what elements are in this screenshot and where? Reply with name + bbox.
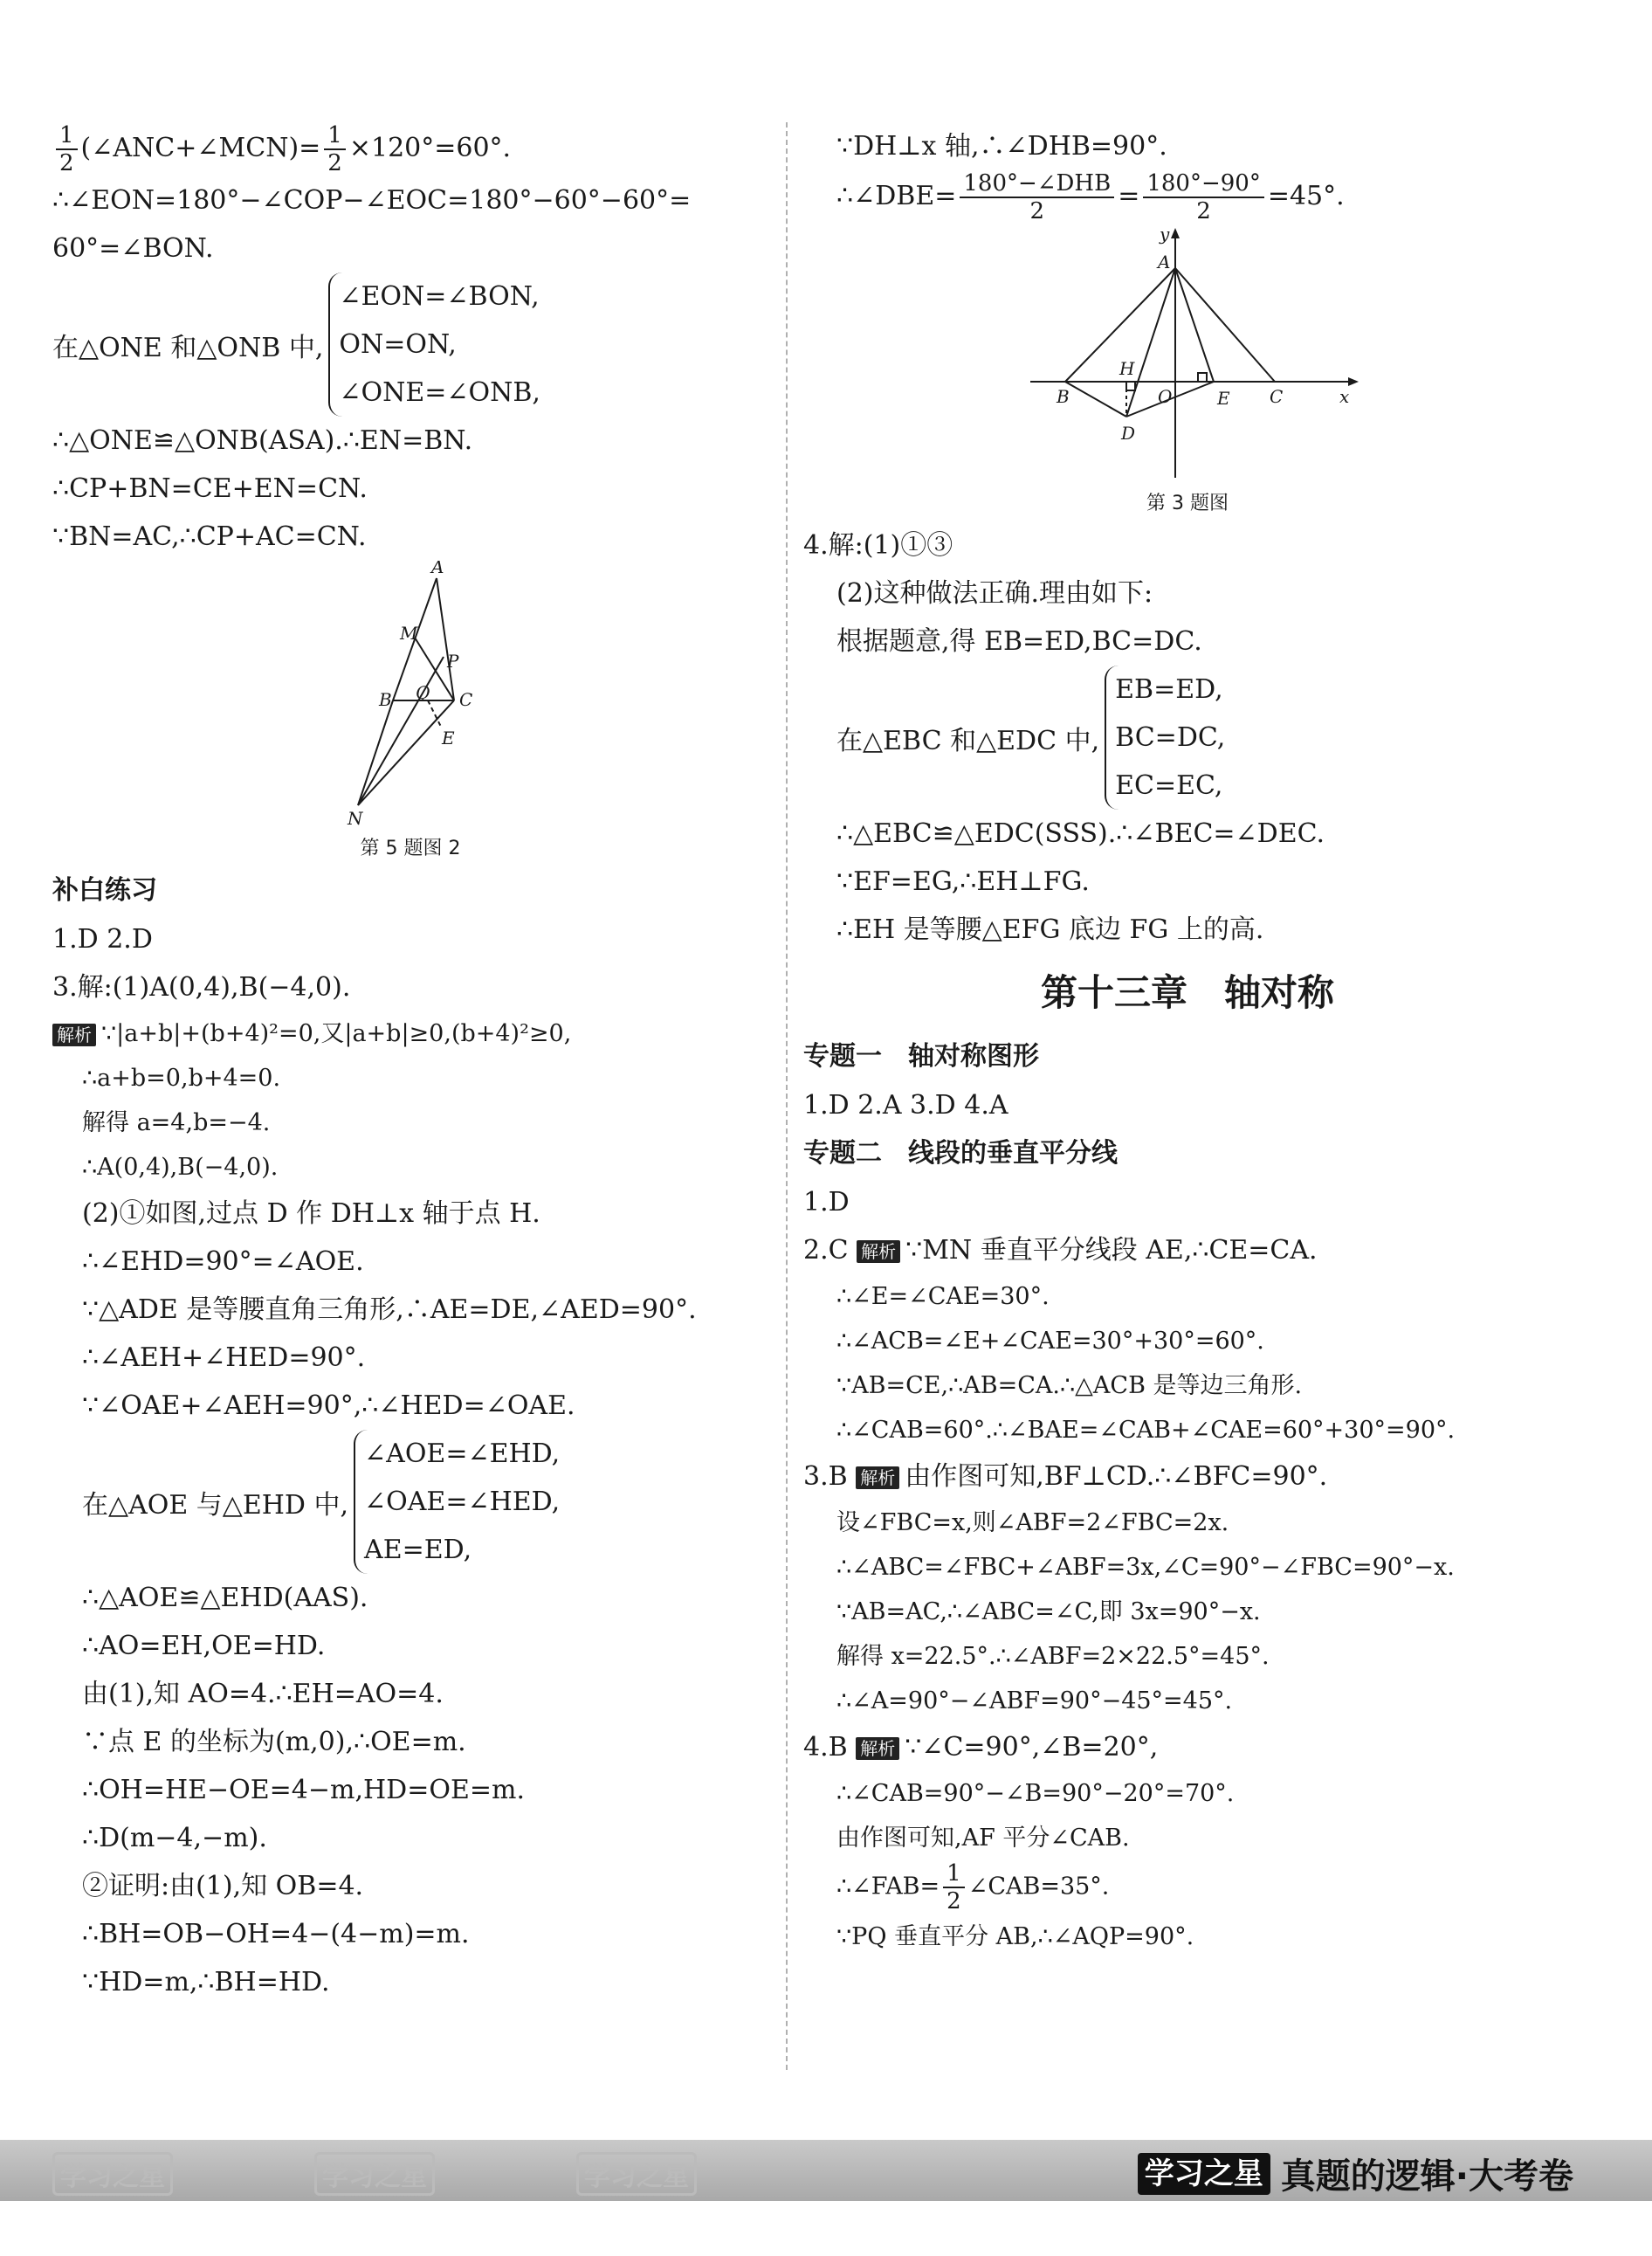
line-p3d: ∵AB=AC,∴∠ABC=∠C,即 3x=90°−x. <box>836 1598 1261 1625</box>
line-oae: ∵∠OAE+∠AEH=90°,∴∠HED=∠OAE. <box>82 1390 575 1421</box>
right-angle-E <box>1198 373 1207 382</box>
label-M: M <box>400 623 418 644</box>
line-ao-4: 由(1),知 AO=4.∴EH=AO=4. <box>82 1679 444 1709</box>
line-proof: ②证明:由(1),知 OB=4. <box>82 1871 364 1901</box>
line-coords: ∴A(0,4),B(−4,0). <box>82 1154 279 1181</box>
answer-4-part2: (2)这种做法正确.理由如下: <box>836 578 1153 609</box>
label-E: E <box>1217 388 1230 409</box>
answer-4-given: 根据题意,得 EB=ED,BC=DC. <box>836 626 1202 657</box>
line-ef-eg: ∵EF=EG,∴EH⊥FG. <box>836 866 1090 897</box>
seg-AC <box>437 578 454 700</box>
line-p2e: ∴∠CAB=60°.∴∠BAE=∠CAB+∠CAE=60°+30°=90°. <box>836 1417 1456 1444</box>
topic-two-answer-1: 1.D <box>803 1187 850 1218</box>
label-C: C <box>459 689 473 710</box>
line-p4b: ∴∠CAB=90°−∠B=90°−20°=70°. <box>836 1780 1235 1807</box>
line-p3c: ∴∠ABC=∠FBC+∠ABF=3x,∠C=90°−∠FBC=90°−x. <box>836 1554 1455 1581</box>
line-asa: ∴△ONE≌△ONB(ASA).∴EN=BN. <box>52 425 473 456</box>
line-d-coords: ∴D(m−4,−m). <box>82 1823 267 1853</box>
brand-slogan: 真题的逻辑·大考卷 <box>1280 2156 1573 2197</box>
label-x: x <box>1339 386 1350 407</box>
right-angle-H <box>1126 382 1135 390</box>
seg-BD <box>1065 382 1126 417</box>
line-dh-perp: ∵DH⊥x 轴,∴∠DHB=90°. <box>836 131 1167 162</box>
fraction-half-2: $\frac{1}{2}$ <box>324 122 346 176</box>
label-D: D <box>1121 423 1136 444</box>
fraction-half: $\frac{1}{2}$ <box>56 122 78 176</box>
answer-4: 4.解:(1)①③ <box>803 530 953 561</box>
line-bon: 60°=∠BON. <box>52 233 214 264</box>
label-P: P <box>447 651 459 672</box>
line-solve: 解得 a=4,b=−4. <box>82 1109 271 1136</box>
line-p2b: ∴∠E=∠CAE=30°. <box>836 1283 1050 1310</box>
column-divider <box>786 122 788 2070</box>
line-p4e: ∵PQ 垂直平分 AB,∴∠AQP=90°. <box>836 1923 1194 1950</box>
line-p2d: ∵AB=CE,∴AB=CA.∴△ACB 是等边三角形. <box>836 1372 1303 1399</box>
topic-one-heading: 专题一 轴对称图形 <box>803 1041 1039 1072</box>
analysis-badge: 解析 <box>857 1240 900 1263</box>
answer-1-2: 1.D 2.D <box>52 924 153 955</box>
y-arrow <box>1171 228 1180 238</box>
label-A: A <box>431 561 444 577</box>
line-ao-eh: ∴AO=EH,OE=HD. <box>82 1631 326 1661</box>
label-B: B <box>379 689 392 710</box>
congruence-system-three: 在△EBC 和△EDC 中, EB=ED, BC=DC, EC=EC, <box>803 666 1572 810</box>
topic-two-answer-2: 2.C 解析 ∵MN 垂直平分线段 AE,∴CE=CA. <box>803 1235 1318 1266</box>
label-E: E <box>442 728 455 749</box>
footer-watermark: 学习之星 <box>314 2152 435 2196</box>
figure-q3-caption: 第 3 题图 <box>1146 493 1229 514</box>
chapter-title: 第十三章 轴对称 <box>1040 971 1334 1014</box>
line-angle-sum: $\frac{1}{2}$ (∠ANC+∠MCN)= $\frac{1}{2}$ ×120°=60°. <box>52 122 768 176</box>
fraction-half-fab: $\frac{1}{2}$ <box>943 1860 965 1914</box>
figure-q5-2 <box>314 561 506 831</box>
label-Q: Q <box>416 682 430 703</box>
line-bn-ac: ∵BN=AC,∴CP+AC=CN. <box>52 521 367 552</box>
line-point-e: ∵点 E 的坐标为(m,0),∴OE=m. <box>82 1727 466 1757</box>
line-p3e: 解得 x=22.5°.∴∠ABF=2×22.5°=45°. <box>836 1643 1270 1670</box>
analysis-badge: 解析 <box>856 1466 899 1489</box>
right-column <box>803 122 1572 1959</box>
figure-q3 <box>1013 224 1362 486</box>
line-p4d: ∴∠FAB= $\frac{1}{2}$ ∠CAB=35°. <box>836 1860 1110 1914</box>
line-p2c: ∴∠ACB=∠E+∠CAE=30°+30°=60°. <box>836 1328 1264 1355</box>
line-sss: ∴△EBC≌△EDC(SSS).∴∠BEC=∠DEC. <box>836 818 1325 849</box>
line-bh: ∴BH=OB−OH=4−(4−m)=m. <box>82 1919 470 1949</box>
congruence-system-two: 在△AOE 与△EHD 中, ∠AOE=∠EHD, ∠OAE=∠HED, AE=ED, <box>52 1430 768 1574</box>
line-p3f: ∴∠A=90°−∠ABF=90°−45°=45°. <box>836 1687 1233 1714</box>
label-C: C <box>1270 386 1284 407</box>
line-ade: ∵△ADE 是等腰直角三角形,∴AE=DE,∠AED=90°. <box>82 1294 697 1325</box>
brand-logo: 学习之星 <box>1138 2153 1270 2195</box>
seg-AE <box>1175 268 1214 382</box>
seg-AC <box>1175 268 1275 382</box>
figure-q5-caption: 第 5 题图 2 <box>360 838 461 859</box>
line-height: ∴EH 是等腰△EFG 底边 FG 上的高. <box>836 914 1264 945</box>
congruence-system-one: 在△ONE 和△ONB 中, ∠EON=∠BON, ON=ON, ∠ONE=∠ONB, <box>52 273 768 417</box>
footer-watermark: 学习之星 <box>52 2152 173 2196</box>
line-p3b: 设∠FBC=x,则∠ABF=2∠FBC=2x. <box>836 1509 1229 1536</box>
section-heading-practice: 补白练习 <box>52 875 157 906</box>
topic-two-answer-3: 3.B 解析 由作图可知,BF⊥CD.∴∠BFC=90°. <box>803 1461 1328 1492</box>
analysis-badge: 解析 <box>856 1737 899 1760</box>
line-aas: ∴△AOE≌△EHD(AAS). <box>82 1583 368 1613</box>
line-eon: ∴∠EON=180°−∠COP−∠EOC=180°−60°−60°= <box>52 185 692 216</box>
topic-one-answers: 1.D 2.A 3.D 4.A <box>803 1090 1008 1121</box>
label-H: H <box>1119 358 1135 379</box>
left-column <box>52 122 768 2006</box>
footer-watermark: 学习之星 <box>576 2152 697 2196</box>
x-arrow <box>1348 377 1359 386</box>
label-B: B <box>1057 386 1070 407</box>
footer-brand <box>1138 2149 1573 2198</box>
label-O: O <box>1158 386 1173 407</box>
seg-CN <box>358 700 454 805</box>
label-A: A <box>1158 252 1171 273</box>
answer-3-part1: 3.解:(1)A(0,4),B(−4,0). <box>52 972 351 1003</box>
label-N: N <box>348 808 363 829</box>
line-hd: ∵HD=m,∴BH=HD. <box>82 1967 330 1997</box>
line-sum-zero: ∴a+b=0,b+4=0. <box>82 1065 281 1092</box>
analysis-badge: 解析 <box>52 1024 96 1046</box>
topic-two-heading: 专题二 线段的垂直平分线 <box>803 1138 1118 1169</box>
topic-two-answer-4: 4.B 解析 ∵∠C=90°,∠B=20°, <box>803 1732 1159 1763</box>
line-oh: ∴OH=HE−OE=4−m,HD=OE=m. <box>82 1775 525 1805</box>
footer-banner <box>0 2140 1652 2201</box>
fraction-dhb: $\frac{\text{180°−∠DHB}}{2}$ <box>960 170 1114 224</box>
line-ehd: ∴∠EHD=90°=∠AOE. <box>82 1246 364 1277</box>
line-aeh: ∴∠AEH+∠HED=90°. <box>82 1342 366 1373</box>
line-dbe: ∴∠DBE= $\frac{\text{180°−∠DHB}}{2}$ = $\frac{180^\circ-90^\circ}{2}$ =45°. <box>836 170 1345 224</box>
label-y: y <box>1160 224 1170 245</box>
fraction-90: $\frac{180^\circ-90^\circ}{2}$ <box>1143 170 1264 224</box>
line-p4c: 由作图可知,AF 平分∠CAB. <box>836 1825 1130 1852</box>
line-cp-bn: ∴CP+BN=CE+EN=CN. <box>52 473 368 504</box>
line-part2: (2)①如图,过点 D 作 DH⊥x 轴于点 H. <box>82 1198 540 1229</box>
analysis-line: 解析 ∵|a+b|+(b+4)²=0,又|a+b|≥0,(b+4)²≥0, <box>52 1011 768 1056</box>
